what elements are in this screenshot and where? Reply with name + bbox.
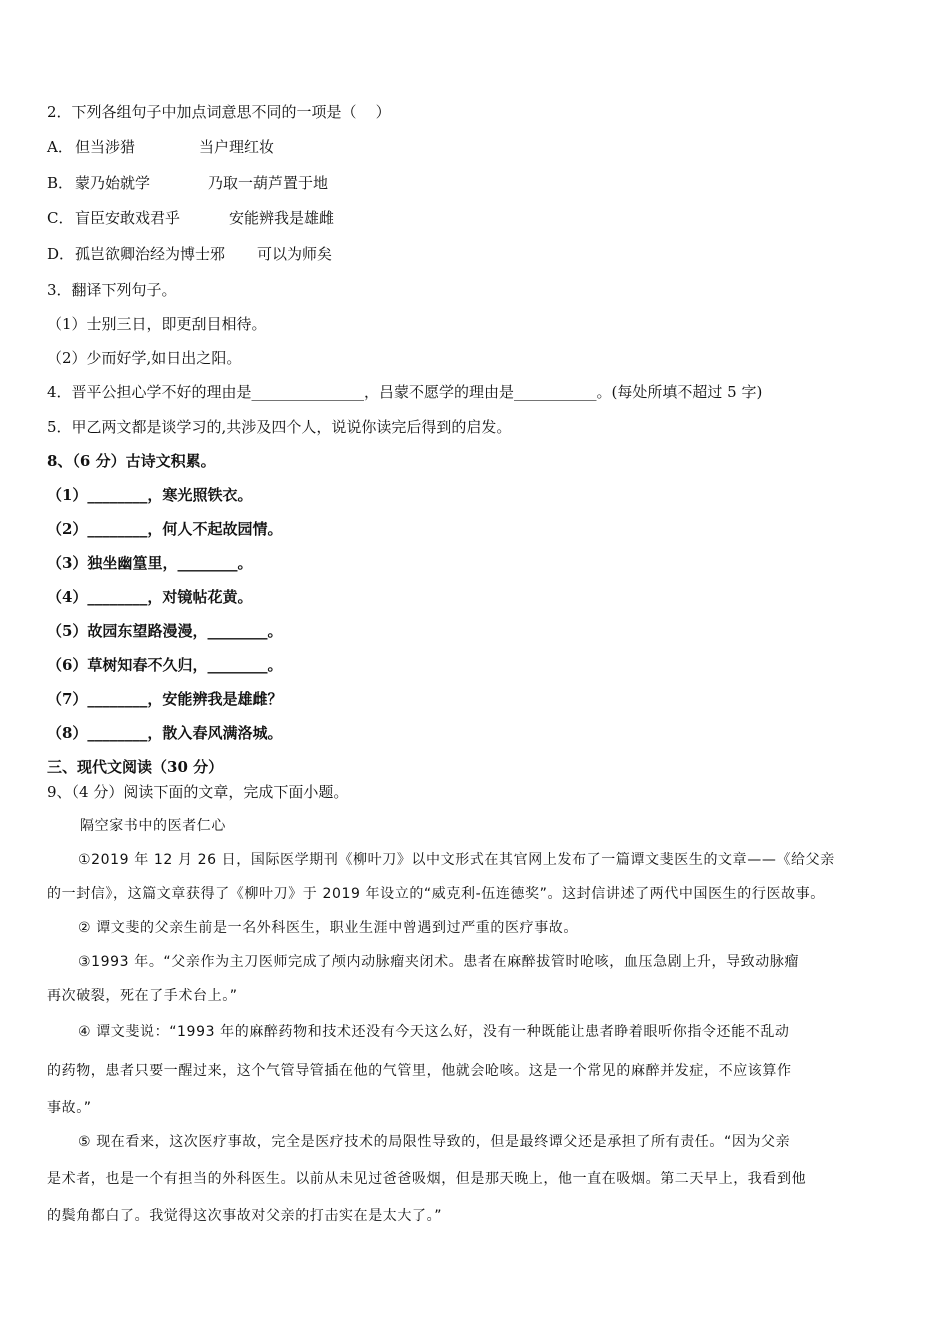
q8-item-7: （7）________，安能辨我是雄雌？ (47, 690, 283, 708)
q2-option-b-left: 蒙乃始就学 (75, 174, 151, 192)
article-line-4: ③1993 年。“父亲作为主刀医师完成了颅内动脉瘤夹闭术。患者在麻醉拔管时呛咳，血压急剧上升，导致动脉瘤 (78, 954, 800, 970)
q3-item-2: （2）少而好学,如日出之阳。 (47, 349, 242, 367)
q3-stem: 3．翻译下列句子。 (47, 281, 177, 299)
q2-option-a-left: 但当涉猎 (75, 138, 136, 156)
article-title: 隔空家书中的医者仁心 (80, 818, 226, 834)
article-line-5: 再次破裂，死在了手术台上。” (47, 988, 238, 1004)
q9-stem: 9、（4 分）阅读下面的文章，完成下面小题。 (47, 783, 349, 801)
article-line-2: 的一封信》，这篇文章获得了《柳叶刀》于 2019 年设立的“威克利-伍连德奖”。这封信讲述了两代中国医生的行医故事。 (47, 886, 825, 902)
q8-item-2: （2）________，何人不起故园情。 (47, 520, 283, 538)
section-3-heading: 三、现代文阅读（30 分） (47, 758, 224, 776)
q2-stem: 2．下列各组句子中加点词意思不同的一项是（ ） (47, 103, 391, 121)
q2-option-c-left: 盲臣安敢戏君乎 (75, 209, 181, 227)
article-line-10: 是术者，也是一个有担当的外科医生。以前从未见过爸爸吸烟，但是那天晚上，他一直在吸烟。第二天早上，我看到他 (47, 1171, 807, 1187)
q8-item-6: （6）草树知春不久归，________。 (47, 656, 283, 674)
q8-item-5: （5）故园东望路漫漫，________。 (47, 622, 283, 640)
q2-option-d-label: D． (47, 245, 75, 263)
q3-item-1: （1）士别三日，即更刮目相待。 (47, 315, 267, 333)
article-line-7: 的药物，患者只要一醒过来，这个气管导管插在他的气管里，他就会呛咳。这是一个常见的麻醉并发症，不应该算作 (47, 1063, 792, 1079)
q2-option-b-label: B． (47, 174, 74, 192)
q2-option-c-label: C． (47, 209, 74, 227)
article-line-9: ⑤ 现在看来，这次医疗事故，完全是医疗技术的局限性导致的，但是最终谭父还是承担了所有责任。“因为父亲 (78, 1134, 791, 1150)
q8-item-4: （4）________，对镜帖花黄。 (47, 588, 253, 606)
q8-stem: 8、（6 分）古诗文积累。 (47, 452, 216, 470)
q8-item-3: （3）独坐幽篁里，________。 (47, 554, 253, 572)
q8-item-1: （1）________，寒光照铁衣。 (47, 486, 253, 504)
q2-option-a-right: 当户理红妆 (199, 138, 275, 156)
article-line-6: ④ 谭文斐说：“1993 年的麻醉药物和技术还没有今天这么好，没有一种既能让患者睁着眼听你指令还能不乱动 (78, 1024, 790, 1040)
q4-text: 4．晋平公担心学不好的理由是_______________，吕蒙不愿学的理由是___________。(每处所填不超过 5 字) (47, 383, 763, 401)
q2-option-d-left: 孤岂欲卿治经为博士邪 (75, 245, 226, 263)
article-line-8: 事故。” (47, 1100, 92, 1116)
article-line-3: ② 谭文斐的父亲生前是一名外科医生，职业生涯中曾遇到过严重的医疗事故。 (78, 920, 578, 936)
q2-option-d-right: 可以为师矣 (257, 245, 333, 263)
article-line-11: 的鬓角都白了。我觉得这次事故对父亲的打击实在是太大了。” (47, 1208, 443, 1224)
article-line-1: ①2019 年 12 月 26 日，国际医学期刊《柳叶刀》以中文形式在其官网上发布了一篇谭文斐医生的文章——《给父亲 (78, 852, 835, 868)
q8-item-8: （8）________，散入春风满洛城。 (47, 724, 283, 742)
q2-option-c-right: 安能辨我是雄雌 (229, 209, 335, 227)
q2-option-b-right: 乃取一葫芦置于地 (208, 174, 329, 192)
q5-text: 5．甲乙两文都是谈学习的,共涉及四个人，说说你读完后得到的启发。 (47, 418, 512, 436)
q2-option-a-label: A． (47, 138, 73, 156)
